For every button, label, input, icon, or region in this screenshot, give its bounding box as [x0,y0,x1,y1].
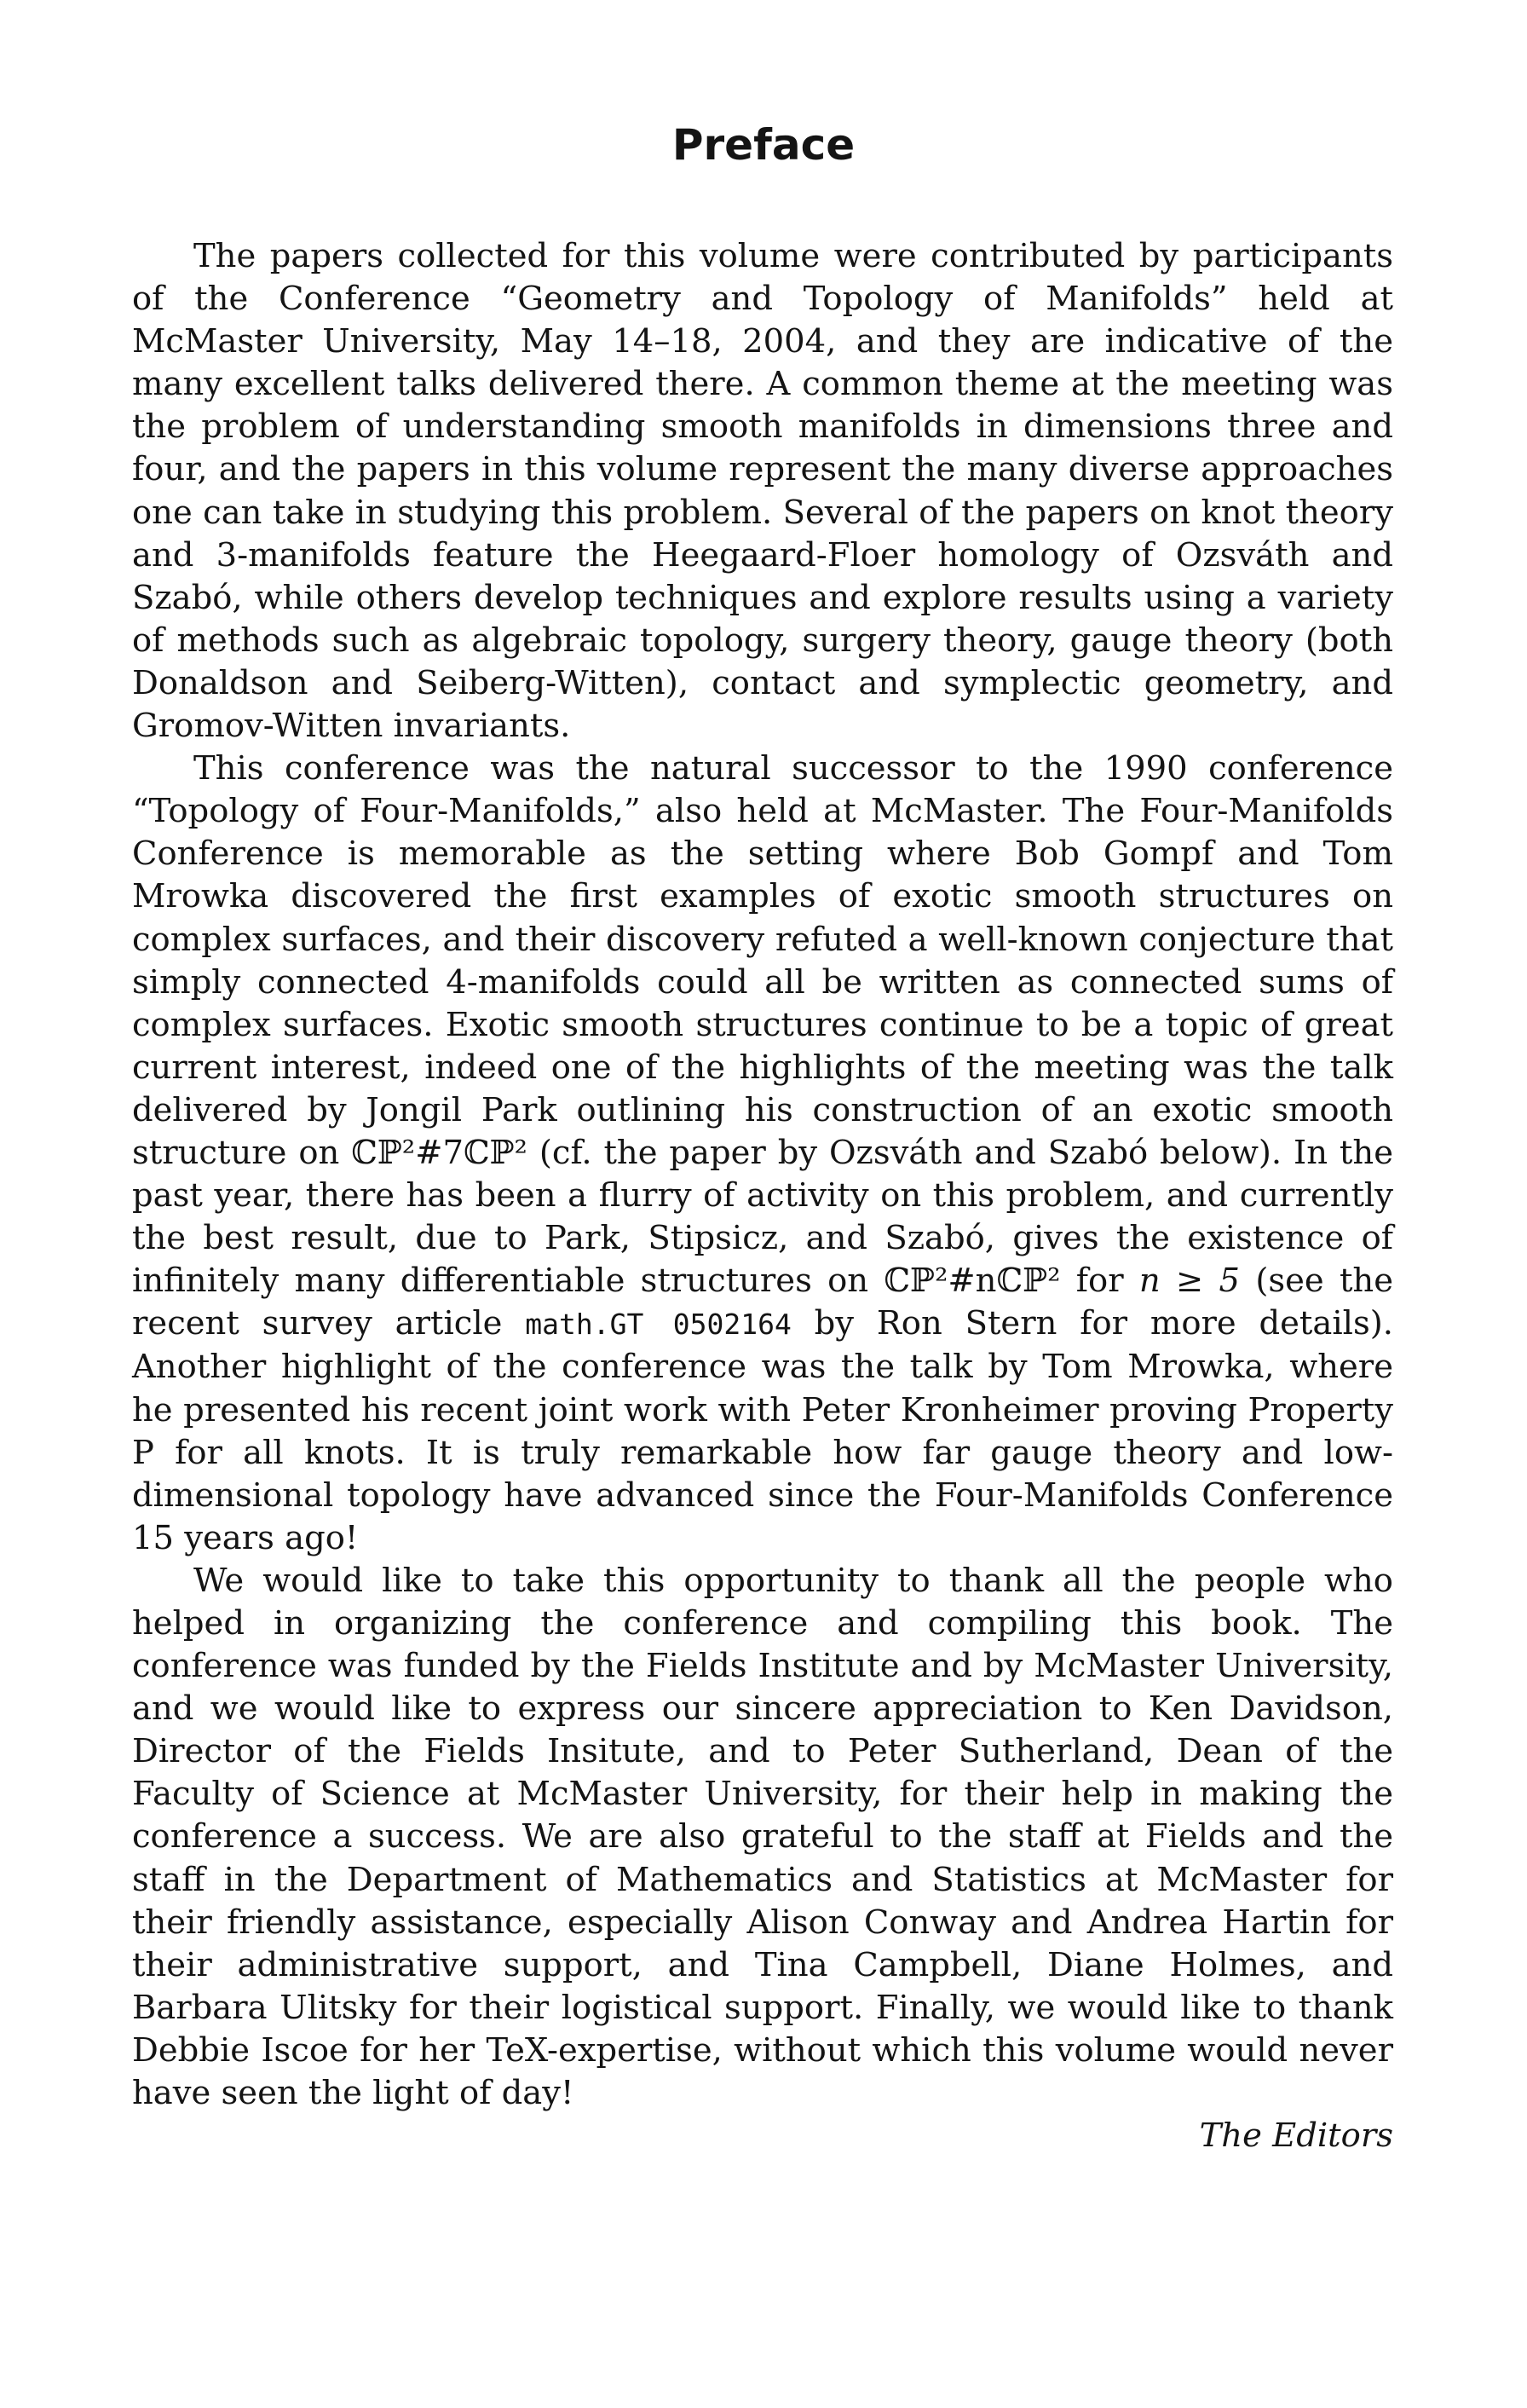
math-expression-cp2-7cp2: ℂℙ²#7ℂℙ² [351,1133,527,1172]
paragraph-2-part-5: by Ron Stern for more details). Another highlight of the conference was the talk by Tom Mrowka, where he presented his recent joint work with Peter Kronheimer proving Property P for all knots. It is truly remarkable how far gauge theory and low-dimensional topology have advanced since the Four-Manifolds Conference 15 years ago! [132,1304,1394,1557]
math-expression-n-ge-5: n ≥ 5 [1138,1262,1241,1301]
preface-body [132,235,1393,2157]
arxiv-reference: math.GT 0502164 [525,1308,792,1342]
paragraph-2 [132,748,1393,1560]
paragraph-2-part-4: (see the recent survey article [132,1262,1393,1343]
paragraph-2-part-1: This conference was the natural successor to the 1990 conference “Topology of Four-Manifolds,” also held at McMaster. The Four-Manifolds Conference is memorable as the setting where Bob Gompf and Tom Mrowka discovered the first examples of exotic smooth structures on complex surfaces, and their discovery refuted a well-known conjecture that simply connected 4-manifolds could all be written as connected sums of complex surfaces. Exotic smooth structures continue to be a topic of great current interest, indeed one of the highlights of the meeting was the talk delivered by Jongil Park outlining his construction of an exotic smooth structure on [132,749,1393,1172]
paragraph-2-part-2: (cf. the paper by Ozsváth and Szabó below). In the past year, there has been a flurry of activity on this problem, and currently the best result, due to Park, Stipsicz, and Szabó, gives the existence of infinitely many differentiable structures on [132,1133,1393,1301]
paragraph-3: We would like to take this opportunity to thank all the people who helped in organizing the conference and compiling this book. The conference was funded by the Fields Institute and by McMaster University, and we would like to express our sincere appreciation to Ken Davidson, Director of the Fields Insitute, and to Peter Sutherland, Dean of the Faculty of Science at McMaster University, for their help in making the conference a success. We are also grateful to the staff at Fields and the staff in the Department of Mathematics and Statistics at McMaster for their friendly assistance, especially Alison Conway and Andrea Hartin for their administrative support, and Tina Campbell, Diane Holmes, and Barbara Ulitsky for their logistical support. Finally, we would like to thank Debbie Iscoe for her TeX-expertise, without which this volume would never have seen the light of day! [132,1561,1393,2113]
math-expression-cp2-ncp2: ℂℙ²#nℂℙ² [884,1262,1061,1301]
paragraph-2-part-3: for [1060,1262,1139,1301]
paragraph-1: The papers collected for this volume were contributed by participants of the Conference “Geometry and Topology of Manifolds” held at McMaster University, May 14–18, 2004, and they are indicative of the many excellent talks delivered there. A common theme at the meeting was the problem of understanding smooth manifolds in dimensions three and four, and the papers in this volume represent the many diverse approaches one can take in studying this problem. Several of the papers on knot theory and 3-manifolds feature the Heegaard-Floer homology of Ozsváth and Szabó, while others develop techniques and explore results using a variety of methods such as algebraic topology, surgery theory, gauge theory (both Donaldson and Seiberg-Witten), contact and symplectic geometry, and Gromov-Witten invariants. [132,237,1393,746]
page-title: Preface [671,120,856,170]
signature: The Editors [1199,2116,1393,2156]
